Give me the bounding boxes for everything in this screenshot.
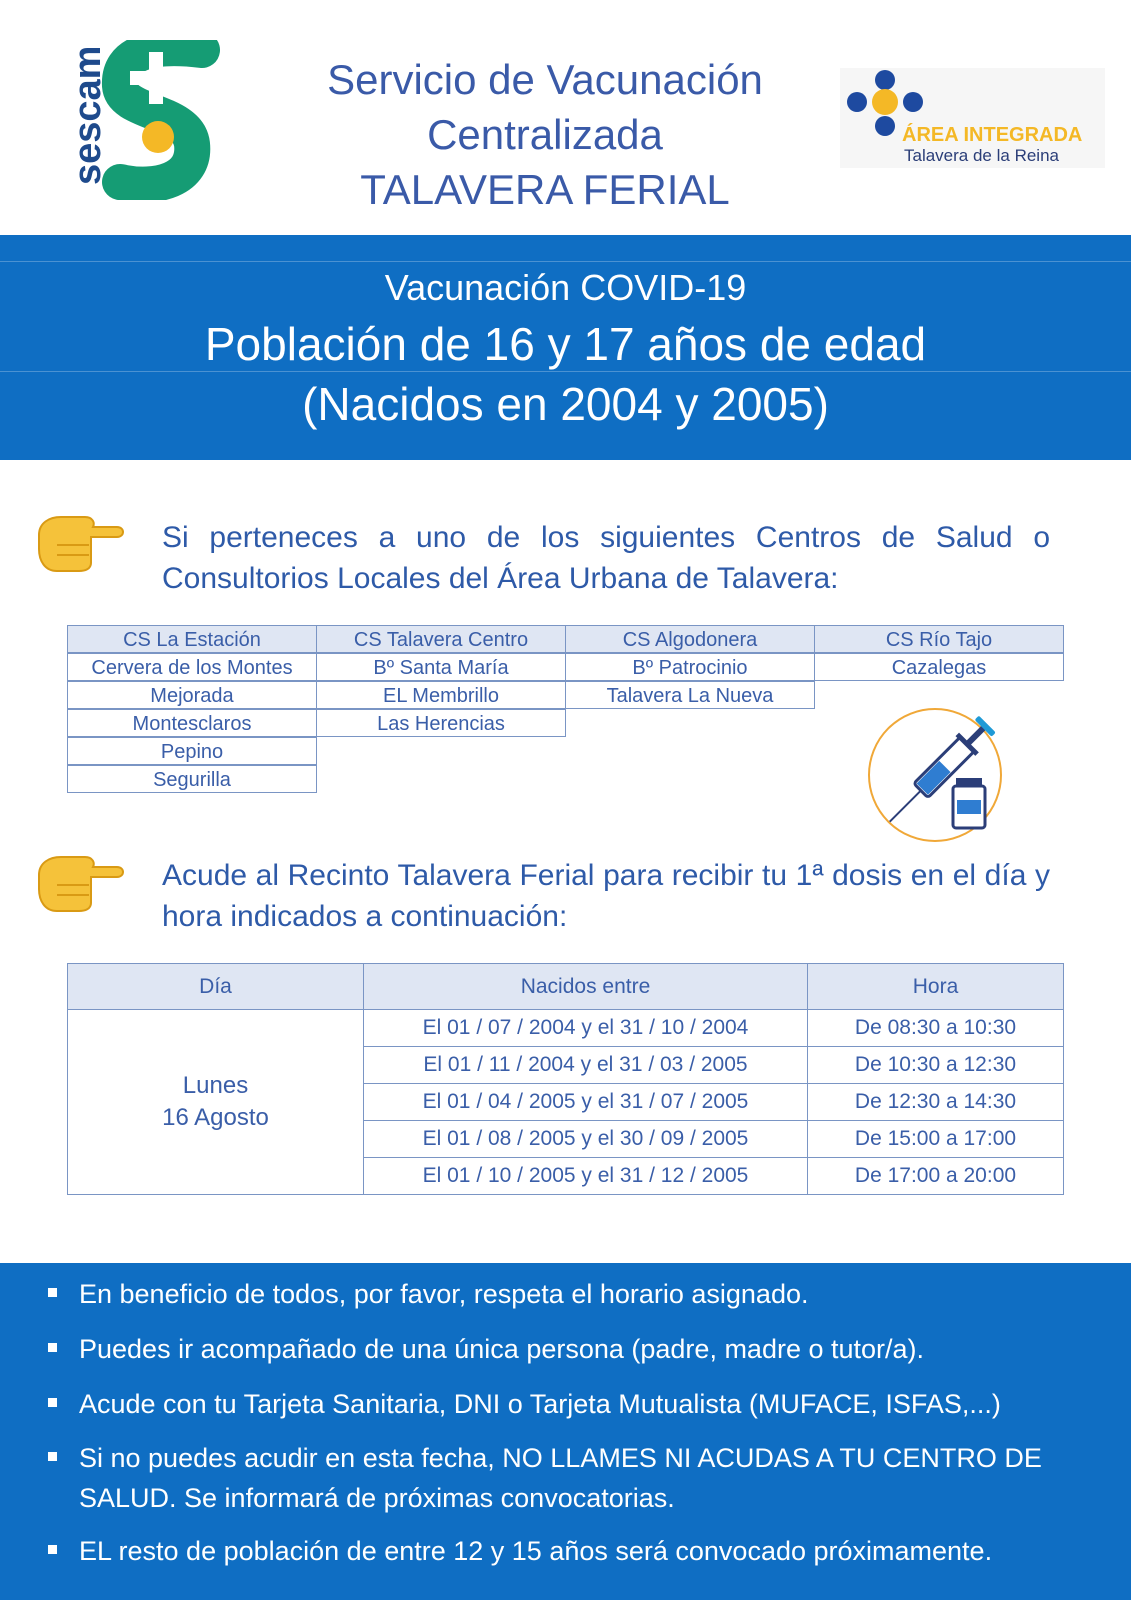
area-logo-subtitle: Talavera de la Reina [904, 146, 1059, 165]
center-cell: Cazalegas [814, 653, 1064, 681]
schedule-table [67, 963, 1064, 1195]
schedule-day-cell [67, 1009, 364, 1195]
header-title-line-3: TALAVERA FERIAL [360, 166, 730, 213]
banner-line-1: Vacunación COVID-19 [384, 267, 747, 308]
schedule-born-cell: El 01 / 07 / 2004 y el 31 / 10 / 2004 [363, 1009, 808, 1047]
note-text: EL resto de población de entre 12 y 15 años será convocado próximamente. [79, 1536, 993, 1566]
schedule-header-time: Hora [807, 963, 1064, 1010]
schedule-time-cell: De 12:30 a 14:30 [807, 1083, 1064, 1121]
schedule-born-cell: El 01 / 10 / 2005 y el 31 / 12 / 2005 [363, 1157, 808, 1195]
sescam-logo-text: sescam [70, 45, 109, 185]
center-cell: Bº Patrocinio [565, 653, 815, 681]
center-cell: Pepino [67, 737, 317, 765]
center-cell: Cervera de los Montes [67, 653, 317, 681]
banner-line-3: (Nacidos en 2004 y 2005) [302, 378, 829, 430]
notes-banner [0, 1263, 1131, 1600]
schedule-time-cell: De 10:30 a 12:30 [807, 1046, 1064, 1084]
header-title [260, 52, 830, 217]
note-text: Acude con tu Tarjeta Sanitaria, DNI o Tarjeta Mutualista (MUFACE, ISFAS,...) [79, 1389, 1001, 1419]
header-title-line-1: Servicio de Vacunación [327, 56, 763, 103]
center-cell: Montesclaros [67, 709, 317, 737]
center-cell: CS Algodonera [565, 625, 815, 653]
intro-text-centers: Si perteneces a uno de los siguientes Centros de Salud o Consultorios Locales del Área Urbana de Talavera: [162, 521, 1050, 595]
note-text: En beneficio de todos, por favor, respeta el horario asignado. [79, 1279, 809, 1309]
center-cell: CS Río Tajo [814, 625, 1064, 653]
center-cell: Talavera La Nueva [565, 681, 815, 709]
center-cell: Segurilla [67, 765, 317, 793]
schedule-time-cell: De 08:30 a 10:30 [807, 1009, 1064, 1047]
title-banner [0, 235, 1131, 460]
center-cell: Bº Santa María [316, 653, 566, 681]
schedule-day-date: 16 Agosto [162, 1104, 269, 1131]
pointing-hand-icon [35, 505, 125, 575]
schedule-time-cell: De 17:00 a 20:00 [807, 1157, 1064, 1195]
schedule-born-cell: El 01 / 04 / 2005 y el 31 / 07 / 2005 [363, 1083, 808, 1121]
bullet-icon [48, 1545, 57, 1554]
schedule-header-day: Día [67, 963, 364, 1010]
note-text: Si no puedes acudir en esta fecha, NO LLAMES NI ACUDAS A TU CENTRO DE SALUD. Se informará de próximas convocatorias. [79, 1443, 1042, 1513]
center-cell: Las Herencias [316, 709, 566, 737]
center-cell: CS La Estación [67, 625, 317, 653]
schedule-time-cell: De 15:00 a 17:00 [807, 1120, 1064, 1158]
schedule-header-born: Nacidos entre [363, 963, 808, 1010]
schedule-born-cell: El 01 / 11 / 2004 y el 31 / 03 / 2005 [363, 1046, 808, 1084]
sescam-logo [70, 40, 220, 200]
syringe-vial-icon [860, 700, 1010, 850]
area-logo-title: ÁREA INTEGRADA [902, 124, 1083, 146]
intro-text-schedule: Acude al Recinto Talavera Ferial para recibir tu 1ª dosis en el día y hora indicados a continuación: [162, 859, 1050, 933]
bullet-icon [48, 1343, 57, 1352]
bullet-icon [48, 1452, 57, 1461]
schedule-born-cell: El 01 / 08 / 2005 y el 30 / 09 / 2005 [363, 1120, 808, 1158]
center-cell: EL Membrillo [316, 681, 566, 709]
bullet-icon [48, 1288, 57, 1297]
header-title-line-2: Centralizada [427, 111, 663, 158]
center-cell: CS Talavera Centro [316, 625, 566, 653]
banner-line-2: Población de 16 y 17 años de edad [204, 318, 927, 370]
note-text: Puedes ir acompañado de una única persona (padre, madre o tutor/a). [79, 1334, 925, 1364]
schedule-day-name: Lunes [182, 1072, 249, 1099]
bullet-icon [48, 1398, 57, 1407]
pointing-hand-icon [35, 845, 125, 915]
center-cell: Mejorada [67, 681, 317, 709]
area-integrada-logo [840, 68, 1105, 168]
